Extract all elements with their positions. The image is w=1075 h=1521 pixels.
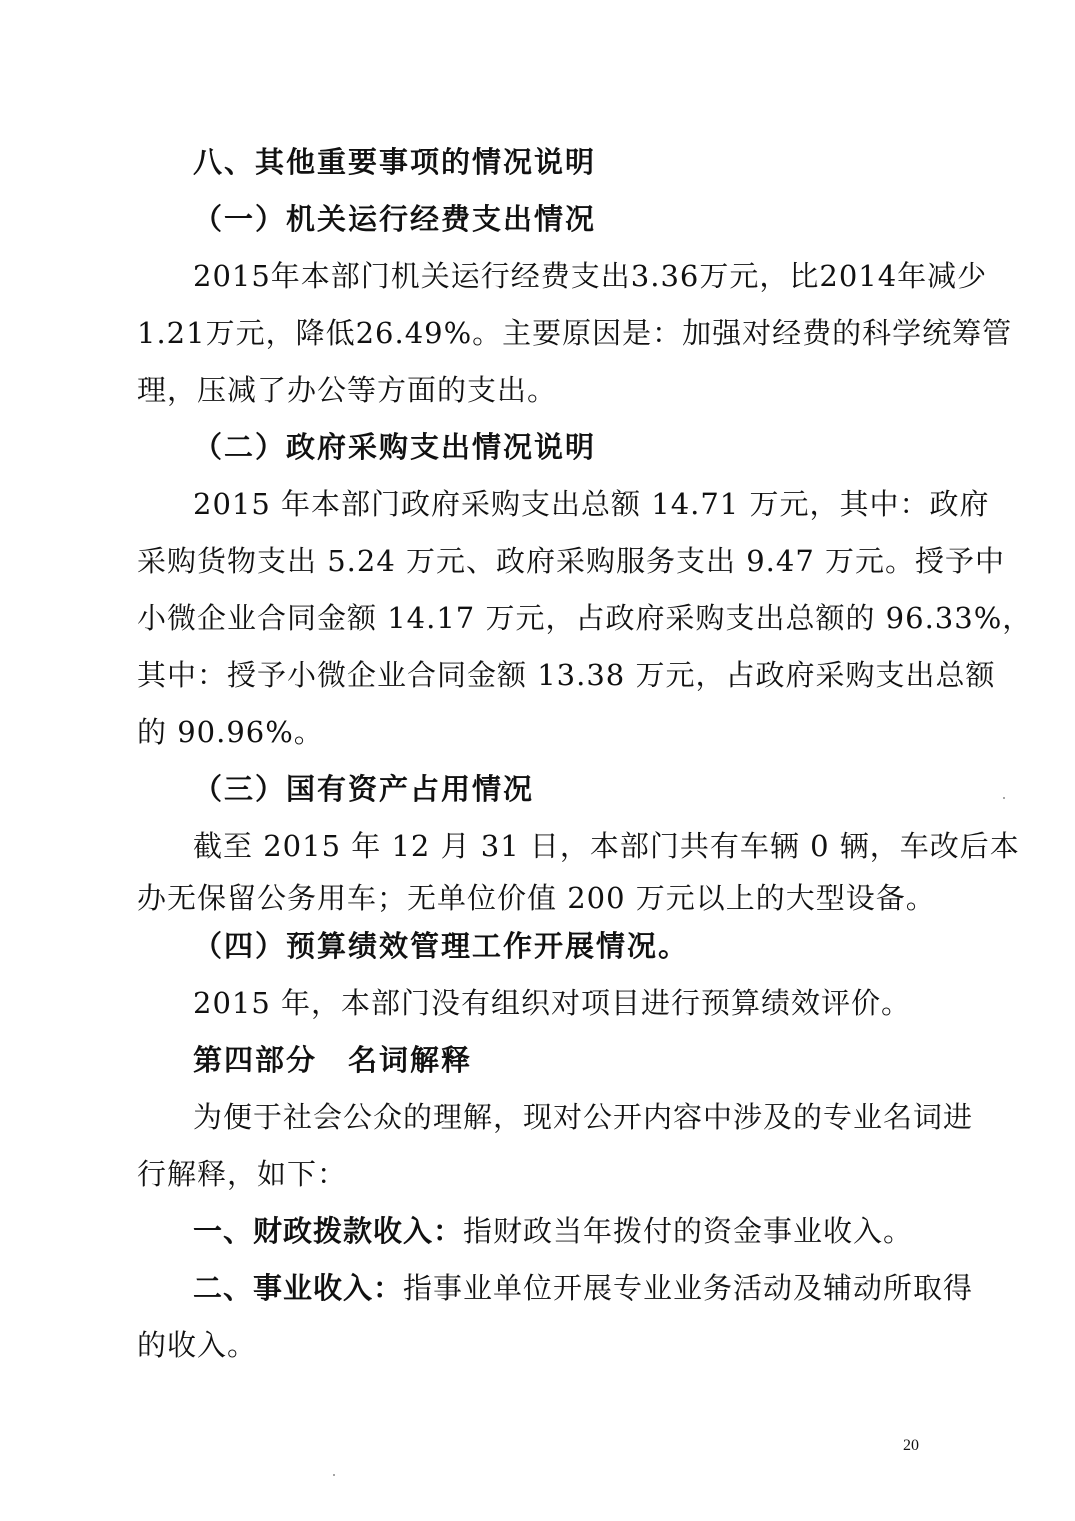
term1-paragraph <box>193 1211 913 1251</box>
sub4-title: （四）预算绩效管理工作开展情况。 <box>193 929 690 963</box>
sub2-line-4: 其中：授予小微企业合同金额 13.38 万元，占政府采购支出总额 <box>137 658 996 692</box>
term2-continuation: 的收入。 <box>137 1328 258 1362</box>
scan-speck <box>1003 797 1005 799</box>
term2-paragraph <box>193 1268 973 1308</box>
sub3-title: （三）国有资产占用情况 <box>193 772 535 806</box>
sub2-line-1: 2015 年本部门政府采购支出总额 14.71 万元，其中：政府 <box>193 487 990 521</box>
scan-speck <box>333 1474 335 1476</box>
sub1-line-3: 理，压减了办公等方面的支出。 <box>137 373 558 407</box>
term2-label: 二、事业收入： <box>193 1271 404 1305</box>
page-number: 20 <box>903 1437 919 1454</box>
sub3-line-1: 截至 2015 年 12 月 31 日，本部门共有车辆 0 辆，车改后本 <box>193 829 1020 863</box>
term1-text: 指财政当年拨付的资金事业收入。 <box>463 1214 914 1248</box>
sub2-line-2: 采购货物支出 5.24 万元、政府采购服务支出 9.47 万元。授予中 <box>137 544 1006 578</box>
part-four-intro-line-1: 为便于社会公众的理解，现对公开内容中涉及的专业名词进 <box>193 1100 974 1134</box>
sub2-title: （二）政府采购支出情况说明 <box>193 430 597 464</box>
sub3-line-2: 办无保留公务用车；无单位价值 200 万元以上的大型设备。 <box>137 881 936 915</box>
sub1-line-2: 1.21万元，降低26.49%。主要原因是：加强对经费的科学统筹管 <box>137 316 1013 350</box>
sub1-line-1: 2015年本部门机关运行经费支出3.36万元，比2014年减少 <box>193 259 988 293</box>
term1-label: 一、财政拨款收入： <box>193 1214 464 1248</box>
sub2-line-5: 的 90.96%。 <box>137 715 324 749</box>
sub1-title: （一）机关运行经费支出情况 <box>193 202 597 236</box>
part-four-intro-line-2: 行解释，如下： <box>137 1157 348 1191</box>
part-four-heading: 第四部分 名词解释 <box>193 1043 473 1077</box>
term2-text: 指事业单位开展专业业务活动及辅动所取得 <box>403 1271 974 1305</box>
sub4-line-1: 2015 年，本部门没有组织对项目进行预算绩效评价。 <box>193 986 912 1020</box>
sub2-line-3: 小微企业合同金额 14.17 万元，占政府采购支出总额的 96.33%， <box>137 601 1033 635</box>
section-eight-heading: 八、其他重要事项的情况说明 <box>193 145 597 179</box>
